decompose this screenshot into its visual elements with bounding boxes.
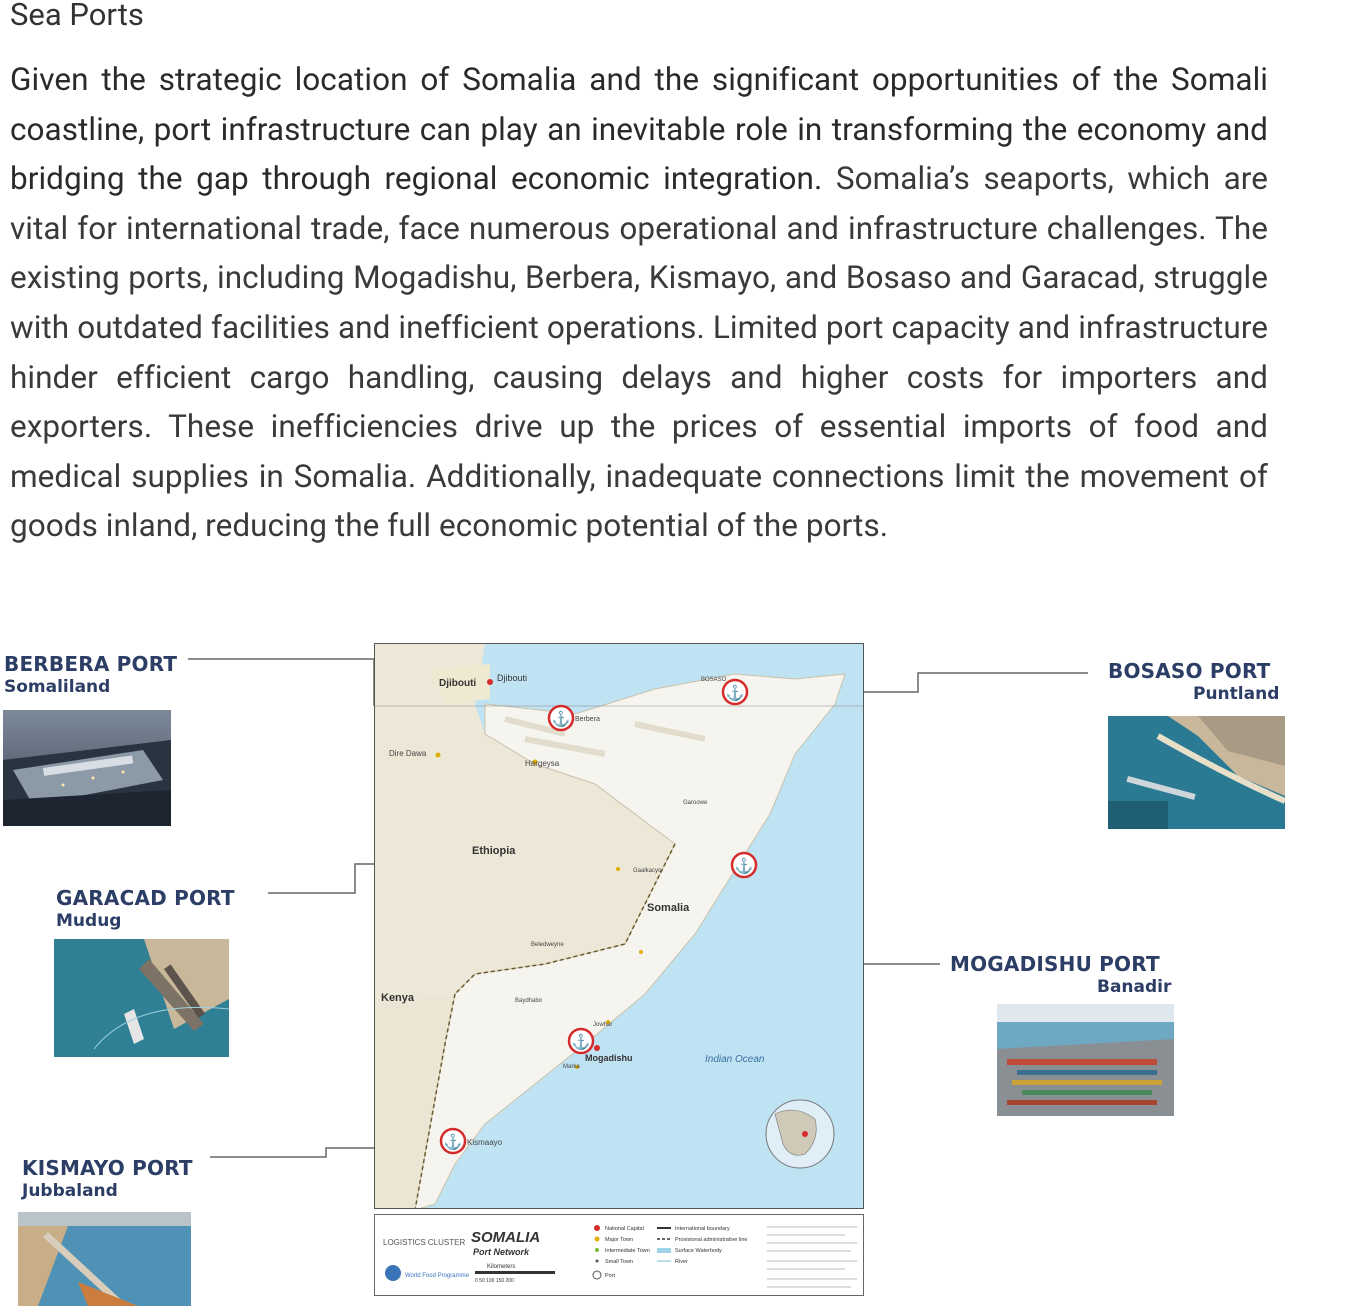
label-garowe: Garoowe	[683, 800, 708, 806]
label-galkayo: Gaalkacyo	[633, 868, 662, 874]
logistics-cluster-logo: LOGISTICS CLUSTER	[383, 1238, 466, 1247]
svg-text:⚓: ⚓	[443, 1134, 463, 1151]
label-mogadishu: Mogadishu	[585, 1053, 633, 1063]
legend-line-provisional: Provisional administrative line	[675, 1237, 748, 1243]
legend-title: SOMALIA	[471, 1229, 541, 1246]
label-djibouti: Djibouti	[439, 678, 477, 689]
paragraph-part-1: Given the strategic location of Somalia and the significant opportunities of the Somali coastline, port infrastructure can play an inevitable role in transforming the economy and bridging the gap through regional economic integration.	[10, 61, 1268, 198]
paragraph-part-2: Somalia’s seaports, which are vital for international trade, face numerous operational and infrastructure challenges. The existing ports, including Mogadishu, Berbera, Kismayo, and Bosaso and Garacad, struggle with outdated facilities and inefficient operations. Limited port capacity and infrastructure hinder efficient cargo handling, causing delays and higher costs for importers and exporters. These inefficiencies drive up the prices of essential imports of food and medical supplies in Somalia. Additionally, inadequate connections limit the movement of goods inland, reducing the full economic potential of the ports.	[10, 160, 1268, 545]
label-hargeysa: Hargeysa	[525, 759, 560, 768]
legend-item-national-capital: National Capital	[605, 1226, 644, 1232]
somalia-port-map	[374, 643, 864, 1209]
garacad-port-marker	[732, 853, 756, 877]
legend-line-river: River	[675, 1259, 688, 1265]
wfp-logo: World Food Programme	[405, 1273, 469, 1279]
page-heading: Sea Ports	[10, 0, 144, 33]
svg-text:⚓: ⚓	[725, 685, 745, 702]
svg-text:⚓: ⚓	[551, 711, 571, 728]
kismayo-port-marker	[441, 1129, 465, 1153]
legend-canvas	[375, 1215, 865, 1297]
label-jowhar: Jowhar	[593, 1022, 613, 1028]
berbera-port-photo	[3, 710, 171, 826]
label-marka: Marka	[563, 1064, 580, 1070]
label-bosaso: BOSASO	[701, 677, 727, 683]
kismayo-port-region: Jubbaland	[22, 1181, 118, 1201]
label-ethiopia: Ethiopia	[472, 845, 516, 857]
bosaso-port-image	[1108, 716, 1285, 829]
garacad-port-photo	[54, 939, 229, 1057]
mogadishu-port-marker	[569, 1029, 593, 1053]
map-legend	[374, 1214, 864, 1296]
label-baydhabo: Baydhabo	[515, 998, 543, 1004]
bosaso-port-region: Puntland	[1193, 684, 1280, 704]
legend-item-port: Port	[605, 1273, 616, 1279]
bosaso-port-marker	[723, 680, 747, 704]
label-djibouti-city: Djibouti	[497, 673, 528, 683]
kismayo-port-image	[18, 1212, 191, 1306]
label-dire-dawa: Dire Dawa	[389, 749, 427, 758]
label-kismaayo: Kismaayo	[467, 1138, 503, 1147]
mogadishu-port-image	[997, 1004, 1174, 1116]
garacad-port-title: GARACAD PORT	[56, 886, 235, 910]
bosaso-port-title: BOSASO PORT	[1108, 659, 1271, 683]
berbera-port-title: BERBERA PORT	[4, 652, 178, 676]
legend-item-intermediate-town: Intermediate Town	[605, 1248, 650, 1254]
mogadishu-port-title: MOGADISHU PORT	[950, 952, 1160, 976]
legend-line-water: Surface Waterbody	[675, 1248, 722, 1254]
garacad-port-region: Mudug	[56, 911, 122, 931]
mogadishu-port-region: Banadir	[1097, 977, 1172, 997]
legend-item-small-town: Small Town	[605, 1259, 634, 1265]
map-canvas	[375, 644, 864, 1209]
legend-subtitle: Port Network	[473, 1247, 530, 1257]
label-beledweyne: Beledweyne	[531, 942, 564, 948]
kismayo-port-title: KISMAYO PORT	[22, 1156, 193, 1180]
label-berbera: Berbera	[575, 716, 600, 723]
bosaso-port-photo	[1108, 716, 1285, 829]
mogadishu-port-photo	[997, 1004, 1174, 1116]
legend-item-major-town: Major Town	[605, 1237, 634, 1243]
legend-scale-ticks: 0 50 100 150 200	[475, 1278, 514, 1284]
berbera-port-marker	[549, 706, 573, 730]
svg-text:⚓: ⚓	[734, 858, 754, 875]
kismayo-port-photo	[18, 1212, 191, 1306]
legend-line-boundary: International boundary	[675, 1226, 730, 1232]
berbera-port-image	[3, 710, 171, 826]
label-indian-ocean: Indian Ocean	[705, 1054, 765, 1065]
garacad-port-image	[54, 939, 229, 1057]
label-kenya: Kenya	[381, 992, 415, 1004]
berbera-port-region: Somaliland	[4, 677, 111, 697]
svg-text:⚓: ⚓	[571, 1034, 591, 1051]
legend-scale-label: Kilometers	[487, 1264, 516, 1270]
label-somalia: Somalia	[647, 902, 690, 914]
